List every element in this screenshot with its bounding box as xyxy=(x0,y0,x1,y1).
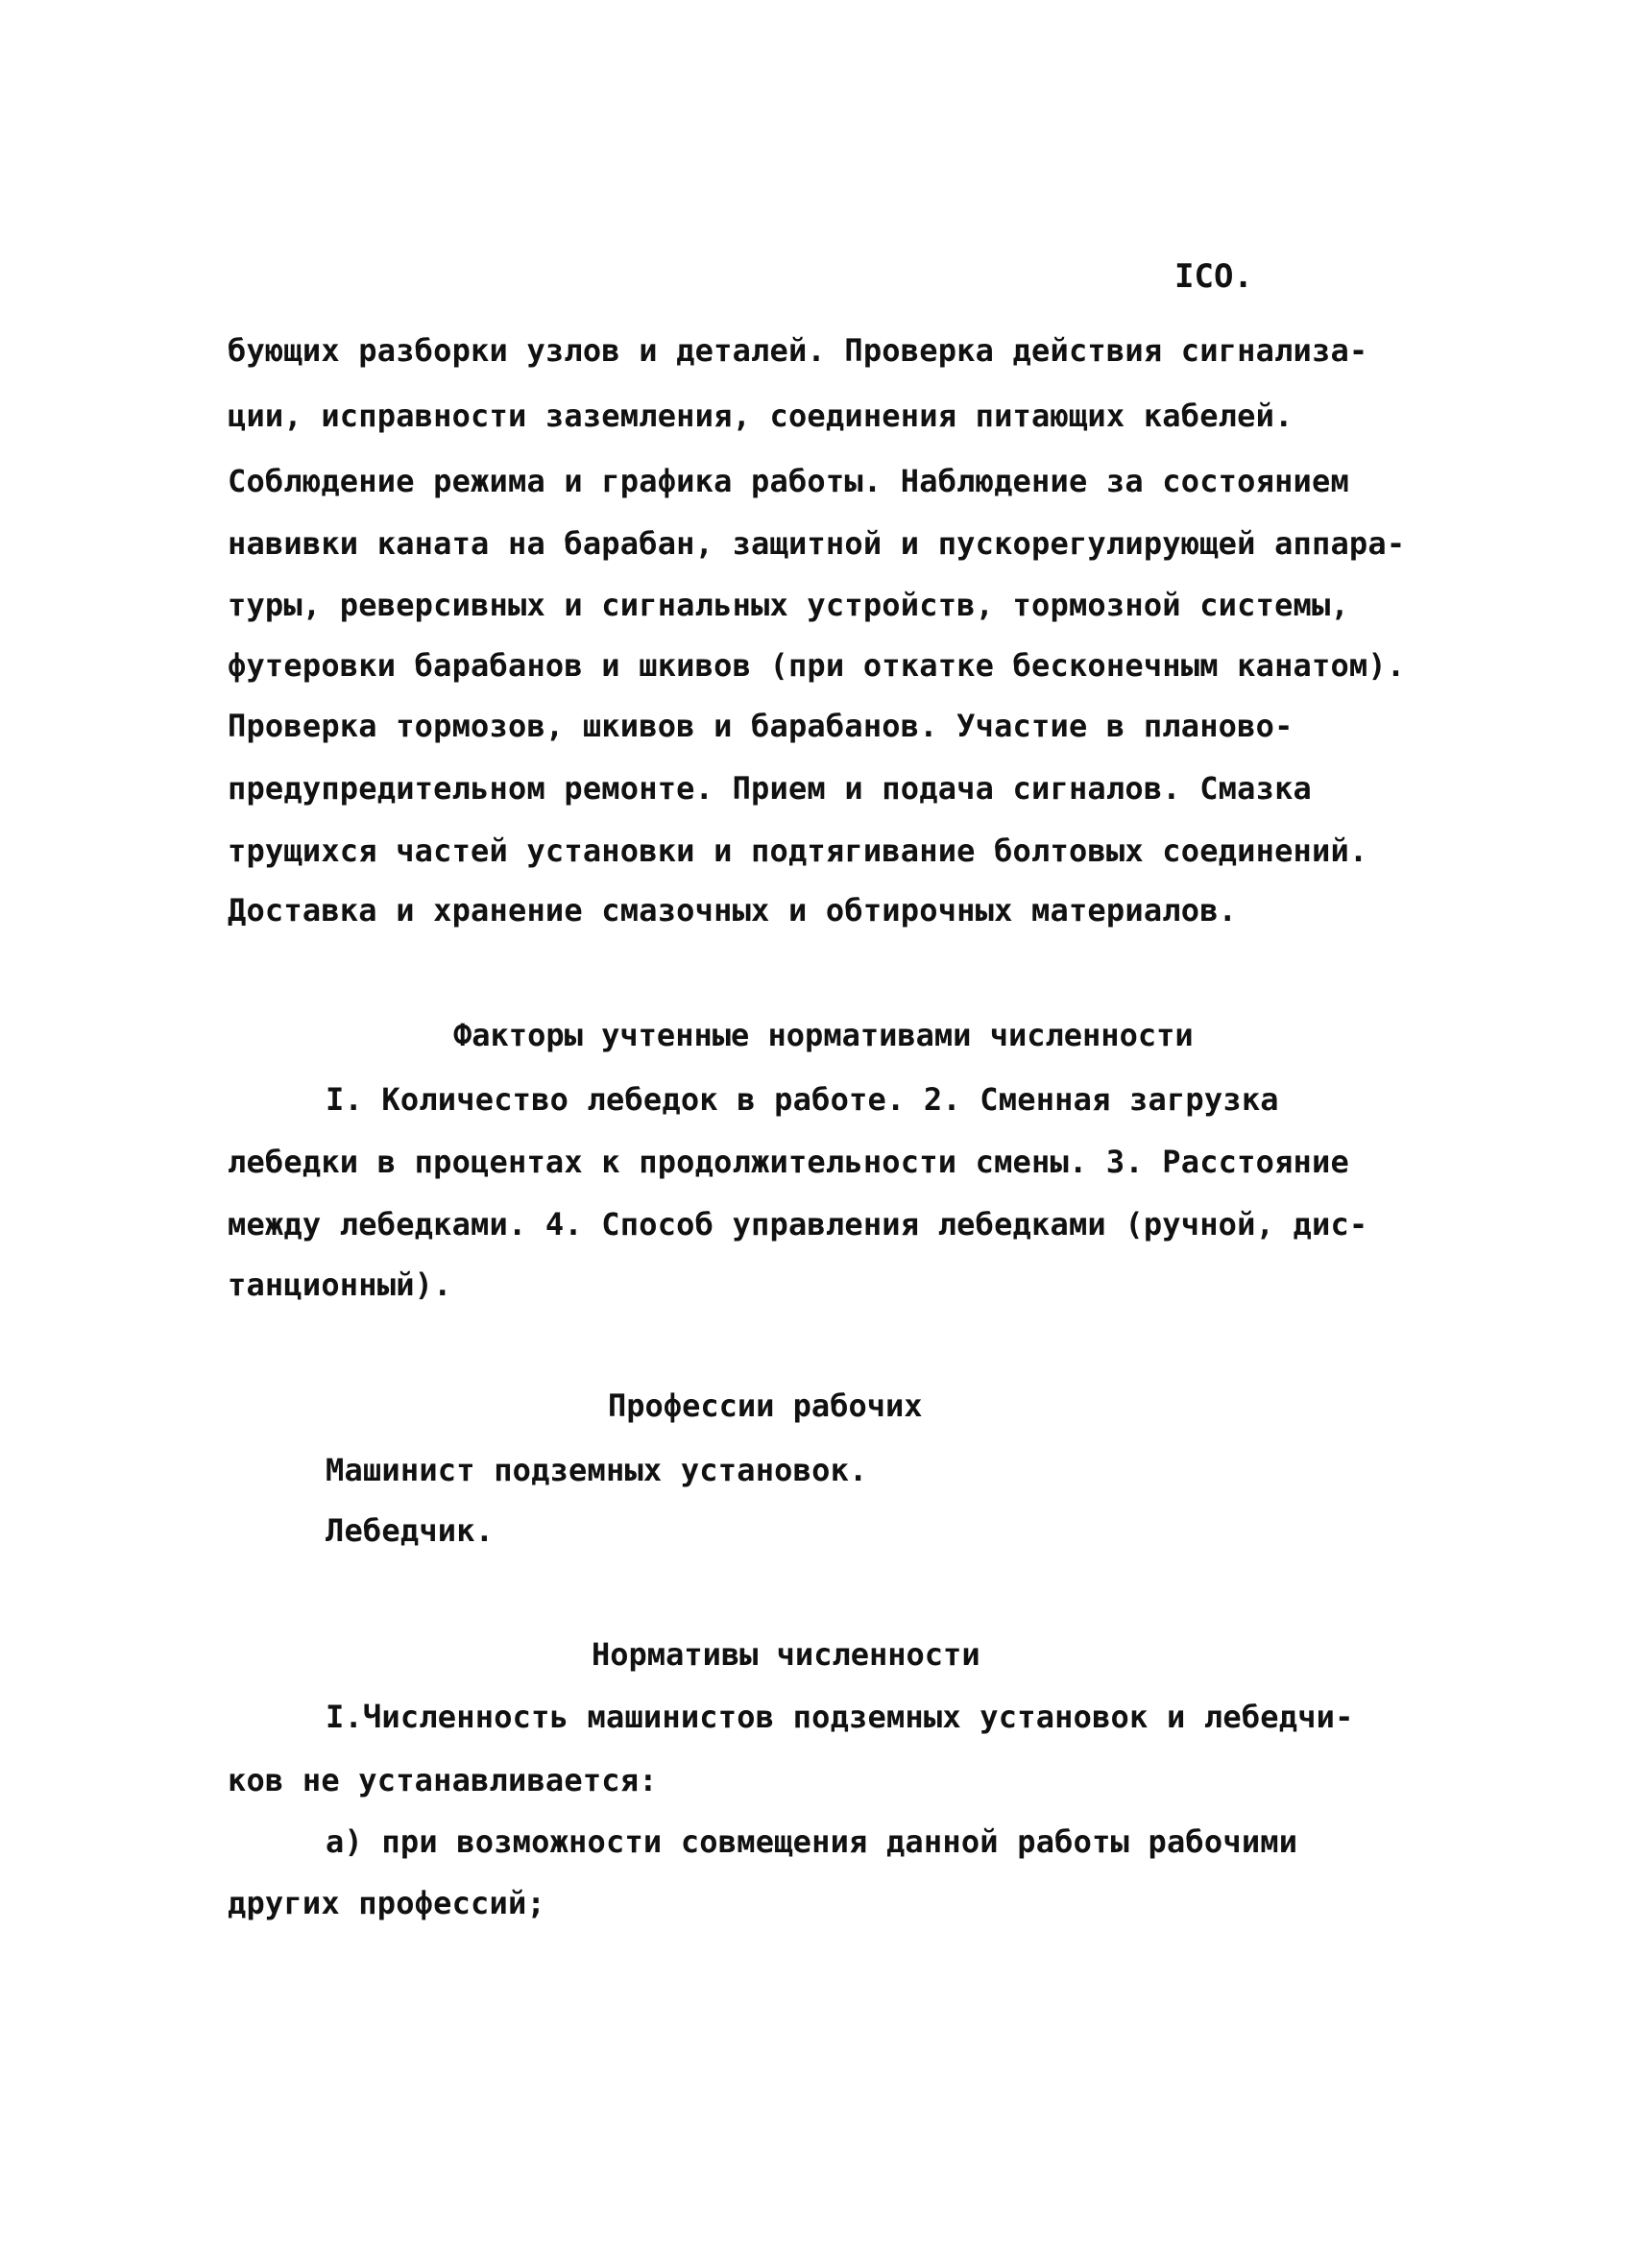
factors-line: танционный). xyxy=(228,1267,452,1303)
paragraph-line: футеровки барабанов и шкивов (при откатке бесконечным канатом). xyxy=(228,647,1406,684)
norms-line: ков не устанавливается: xyxy=(228,1762,658,1798)
paragraph-line: трущихся частей установки и подтягивание болтовых соединений. xyxy=(228,832,1368,869)
page-number: ICO. xyxy=(1174,257,1253,296)
paragraph-line: туры, реверсивных и сигнальных устройств, тормозной системы, xyxy=(228,587,1349,623)
paragraph-line: Проверка тормозов, шкивов и барабанов. Участие в планово- xyxy=(228,708,1294,744)
paragraph-line: ции, исправности заземления, соединения питающих кабелей. xyxy=(228,398,1294,434)
profession-item: Лебедчик. xyxy=(326,1512,495,1549)
profession-item: Машинист подземных установок. xyxy=(326,1452,868,1488)
norms-line: I.Численность машинистов подземных установок и лебедчи- xyxy=(326,1699,1354,1735)
factors-line: лебедки в процентах к продолжительности смены. 3. Расстояние xyxy=(228,1144,1349,1180)
factors-line: между лебедками. 4. Способ управления лебедками (ручной, дис- xyxy=(228,1206,1368,1243)
paragraph-line: Соблюдение режима и графика работы. Наблюдение за состоянием xyxy=(228,463,1349,499)
factors-heading: Факторы учтенные нормативами численности xyxy=(453,1017,1194,1053)
norms-heading: Нормативы численности xyxy=(592,1636,980,1673)
factors-line: I. Количество лебедок в работе. 2. Сменная загрузка xyxy=(326,1081,1279,1118)
professions-heading: Профессии рабочих xyxy=(608,1387,923,1424)
paragraph-line: предупредительном ремонте. Прием и подача сигналов. Смазка xyxy=(228,770,1313,807)
norms-line: других профессий; xyxy=(228,1885,545,1921)
norms-line: а) при возможности совмещения данной работы рабочими xyxy=(326,1823,1298,1860)
paragraph-line: Доставка и хранение смазочных и обтирочных материалов. xyxy=(228,892,1238,929)
paragraph-line: бующих разборки узлов и деталей. Проверка действия сигнализа- xyxy=(228,332,1368,369)
paragraph-line: навивки каната на барабан, защитной и пускорегулирующей аппара- xyxy=(228,525,1406,562)
